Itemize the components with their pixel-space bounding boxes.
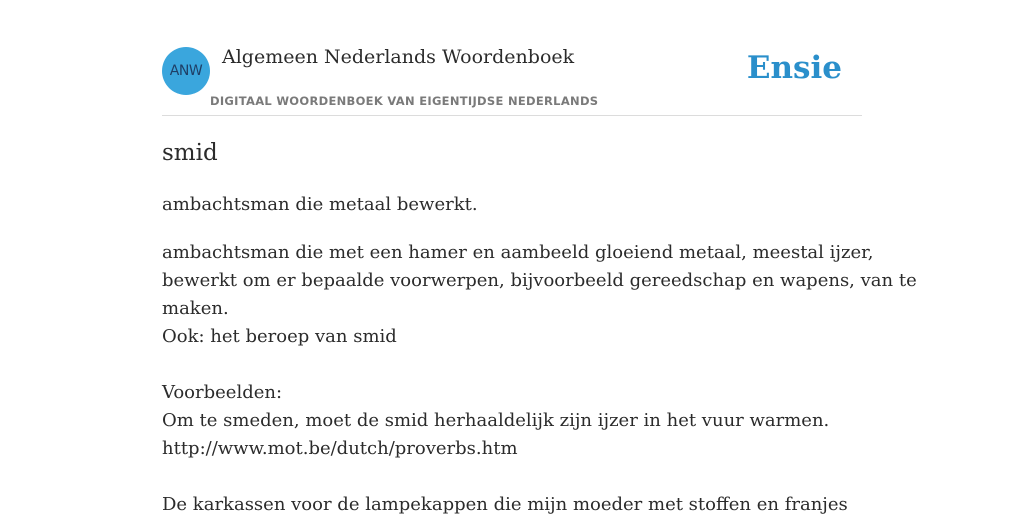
body-line bbox=[162, 463, 862, 491]
ensie-logo[interactable]: Ensie bbox=[746, 50, 842, 86]
body-line: maken. bbox=[162, 298, 229, 319]
body-line: bewerkt om er bepaalde voorwerpen, bijvoorbeeld gereedschap en wapens, van te bbox=[162, 270, 917, 291]
entry-term: smid bbox=[162, 140, 218, 166]
source-header bbox=[162, 0, 862, 116]
example-source: http://www.mot.be/dutch/proverbs.htm bbox=[162, 438, 518, 459]
anw-logo[interactable]: ANW bbox=[162, 47, 210, 95]
body-line: ambachtsman die met een hamer en aambeeld gloeiend metaal, meestal ijzer, bbox=[162, 242, 874, 263]
body-line: Ook: het beroep van smid bbox=[162, 326, 397, 347]
source-title[interactable]: Algemeen Nederlands Woordenboek bbox=[222, 46, 575, 68]
page-container bbox=[162, 0, 917, 515]
example-sentence: Om te smeden, moet de smid herhaaldelijk zijn ijzer in het vuur warmen. bbox=[162, 410, 830, 431]
body-line bbox=[162, 351, 862, 379]
entry-body bbox=[162, 239, 917, 519]
examples-heading: Voorbeelden: bbox=[162, 382, 283, 403]
short-definition: ambachtsman die metaal bewerkt. bbox=[162, 194, 478, 215]
source-subtitle: DIGITAAL WOORDENBOEK VAN EIGENTIJDSE NEDERLANDS bbox=[210, 94, 599, 108]
example-sentence: De karkassen voor de lampekappen die mijn moeder met stoffen en franjes bbox=[162, 494, 848, 515]
